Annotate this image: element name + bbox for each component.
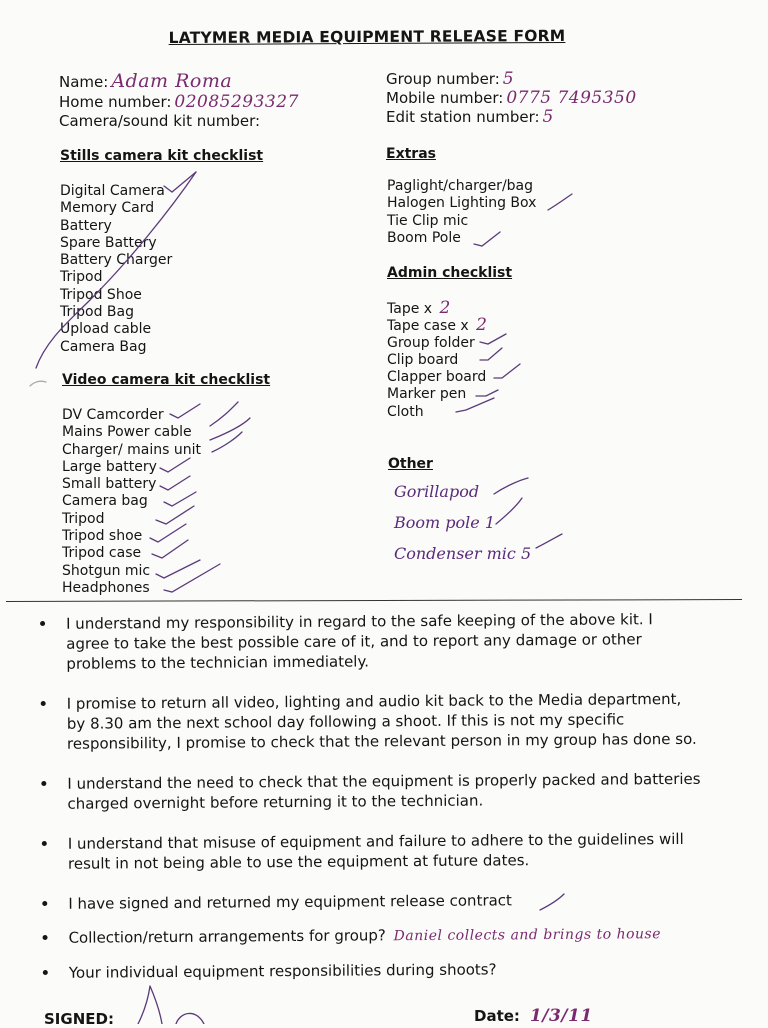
statement-item: [42, 923, 702, 949]
section-divider: [6, 599, 742, 602]
other-list: [394, 482, 531, 575]
list-item: [387, 352, 487, 369]
list-item: Tripod case: [62, 545, 142, 562]
statement-text: I have signed and returned my equipment release contract: [68, 891, 512, 913]
list-item: Battery Charger: [60, 252, 173, 269]
date-field: [474, 1006, 593, 1026]
kit-number-field: [59, 112, 260, 130]
name-field: [59, 72, 232, 91]
bullet-icon: [42, 901, 47, 906]
mobile-number-field: [386, 89, 637, 107]
statement-text: I understand that misuse of equipment and failure to adhere to the guidelines will result in not being able to use the equipment at future dates.: [67, 829, 684, 873]
list-item: Upload cable: [60, 321, 152, 338]
list-item: Headphones: [62, 579, 150, 596]
statement-text: I understand my responsibility in regard to the safe keeping of the above kit. I agree to take the best possible care of it, and to report any damage or other problems to the technician immediately.: [66, 610, 653, 673]
signed-label: SIGNED:: [44, 1010, 114, 1028]
mobile-number-label: Mobile number:: [386, 89, 504, 107]
list-item: Battery: [60, 217, 112, 234]
statement-item: [40, 609, 700, 674]
admin-item-label: Cloth: [387, 403, 424, 420]
group-number-field: [386, 70, 514, 88]
extras-list: [387, 178, 536, 247]
video-tick-mark: [210, 402, 238, 426]
list-item: Charger/ mains unit: [62, 441, 202, 458]
video-tick-mark: [212, 432, 242, 452]
list-item: Digital Camera: [60, 183, 165, 199]
list-item: Gorillapod: [394, 482, 480, 501]
extras-tick-mark: [548, 194, 572, 210]
name-value: Adam Roma: [111, 70, 233, 92]
admin-item-value: 2: [476, 315, 488, 336]
bullet-icon: [43, 935, 48, 940]
statement-item: [42, 889, 702, 914]
list-item: [387, 386, 487, 403]
list-item: Boom pole 1: [394, 513, 496, 532]
statement-item: [43, 958, 703, 983]
name-label: Name:: [59, 73, 109, 91]
stills-heading: Stills camera kit checklist: [60, 148, 264, 164]
video-tick-mark: [210, 418, 250, 440]
list-item: Large battery: [62, 458, 157, 475]
list-item: Tie Clip mic: [387, 212, 469, 229]
form-title: LATYMER MEDIA EQUIPMENT RELEASE FORM: [168, 26, 566, 48]
bullet-icon: [43, 970, 48, 975]
admin-tick-mark: [494, 364, 520, 378]
admin-item-label: Clip board: [387, 351, 459, 368]
list-item: Paglight/charger/bag: [387, 178, 534, 194]
list-item: Camera bag: [62, 493, 148, 510]
admin-item-label: Clapper board: [387, 369, 487, 386]
statement-item: [42, 829, 702, 874]
list-item: [387, 317, 487, 334]
statement-list: [40, 609, 703, 997]
statement-text: Collection/return arrangements for group?: [68, 926, 386, 947]
list-item: Mains Power cable: [62, 424, 192, 441]
list-item: Tripod shoe: [62, 528, 143, 545]
statement-text: Your individual equipment responsibilities during shoots?: [68, 960, 497, 982]
date-label: Date:: [474, 1007, 520, 1025]
list-item: Small battery: [62, 476, 157, 493]
signature-mark: [176, 1013, 204, 1024]
other-tick-mark: [536, 534, 562, 548]
group-number-value: 5: [502, 69, 515, 89]
admin-list: [387, 300, 487, 421]
date-value: 1/3/11: [529, 1006, 593, 1026]
list-item: Shotgun mic: [62, 562, 151, 579]
list-item: Tripod: [60, 269, 103, 286]
list-item: [387, 404, 487, 421]
admin-item-label: Tape case x: [387, 318, 469, 335]
edit-station-value: 5: [542, 107, 554, 127]
mobile-number-value: 0775 7495350: [506, 88, 637, 108]
list-item: Camera Bag: [60, 338, 147, 355]
admin-item-label: Tape x: [387, 301, 433, 317]
home-number-label: Home number:: [59, 93, 172, 111]
list-item: Tripod Shoe: [60, 286, 142, 303]
list-item: Halogen Lighting Box: [387, 195, 537, 212]
list-item: Boom Pole: [387, 229, 461, 246]
edit-station-label: Edit station number:: [386, 108, 540, 126]
list-item: Condenser mic 5: [394, 544, 532, 563]
list-item: DV Camcorder: [62, 407, 164, 423]
admin-item-value: 2: [439, 298, 451, 318]
kit-number-label: Camera/sound kit number:: [59, 112, 261, 130]
admin-heading: Admin checklist: [387, 265, 513, 281]
video-heading: Video camera kit checklist: [62, 372, 271, 388]
home-number-value: 02085293327: [174, 92, 299, 112]
bullet-icon: [42, 841, 47, 846]
list-item: Tripod: [62, 510, 105, 527]
admin-item-label: Group folder: [387, 334, 475, 351]
list-item: [387, 300, 487, 317]
list-item: [387, 335, 487, 352]
home-number-field: [59, 93, 299, 111]
edit-station-field: [386, 108, 554, 126]
video-list: [62, 407, 201, 597]
bullet-icon: [41, 701, 46, 706]
stills-list: [60, 183, 172, 356]
list-item: Spare Battery: [60, 234, 157, 251]
list-item: Tripod Bag: [60, 304, 134, 321]
group-number-label: Group number:: [386, 70, 500, 88]
bullet-icon: [40, 621, 45, 626]
statement-item: [41, 689, 701, 754]
collection-answer: Daniel collects and brings to house: [393, 926, 662, 945]
list-item: [387, 369, 487, 386]
extras-heading: Extras: [386, 146, 436, 162]
other-heading: Other: [388, 456, 433, 472]
admin-item-label: Marker pen: [387, 386, 467, 403]
list-item: Memory Card: [60, 200, 155, 217]
bullet-icon: [41, 781, 46, 786]
statement-item: [41, 769, 701, 814]
statement-text: I promise to return all video, lighting and audio kit back to the Media department, by 8.30 am the next school day following a shoot. If this is not my specific responsibility, I promise to check that the relevant person in my group has done so.: [66, 689, 697, 753]
statement-text: I understand the need to check that the equipment is properly packed and batteries charged overnight before returning it to the technician.: [67, 769, 701, 813]
